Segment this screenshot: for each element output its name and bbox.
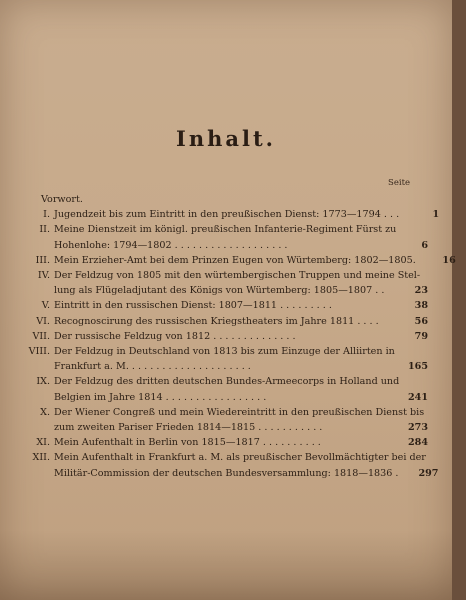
toc-entry-page: 6 (421, 239, 428, 251)
toc-entry (8, 405, 428, 435)
toc-entry-number: V. (41, 300, 50, 312)
toc-entry-title: lung als Flügeladjutant des Königs von Würtemberg: 1805—1807 . . (54, 285, 385, 297)
toc-entry (8, 435, 428, 450)
toc-entry-number: II. (39, 224, 50, 236)
toc-entry-indent (8, 466, 54, 481)
toc-entry-page: 56 (414, 315, 428, 327)
toc-entry (8, 329, 428, 344)
toc-entry-line (8, 466, 439, 481)
toc-entry-indent (8, 390, 54, 405)
toc-entry-title: Der Feldzug von 1805 mit den würtembergischen Truppen und meine Stel- (54, 270, 421, 282)
toc-entry (8, 253, 456, 268)
toc-entry-line (8, 435, 428, 450)
toc-entry-title: Recognoscirung des russischen Kriegstheaters im Jahre 1811 . . . . (54, 315, 379, 327)
toc-entry-page-spacer (420, 268, 460, 283)
toc-entry-title: Der Wiener Congreß und mein Wiedereintritt in den preußischen Dienst bis (54, 406, 425, 418)
toc-entry-line (8, 450, 428, 465)
toc-entry (8, 374, 428, 404)
toc-entry-page: 297 (418, 467, 439, 479)
toc-entry-page: 241 (407, 391, 428, 403)
page-column-header: Seite (388, 178, 411, 188)
toc-entry-number: XII. (32, 452, 50, 464)
toc-entry-page: 23 (414, 285, 428, 297)
page-title: Inhalt. (176, 126, 276, 151)
toc-entry-title: zum zweiten Pariser Frieden 1814—1815 . . . . . . . . . . . (54, 422, 323, 434)
toc-entry-line (8, 405, 428, 420)
toc-entry-title: Hohenlohe: 1794—1802 . . . . . . . . . . . . . . . . . . . (54, 239, 288, 251)
toc-entry-line (8, 222, 428, 237)
toc-entry-number: VII. (32, 330, 50, 342)
toc-entry-page: 16 (442, 254, 456, 266)
page-shadow (0, 530, 452, 600)
toc-entry-page-spacer (424, 405, 464, 420)
toc-entry-title: Mein Aufenthalt in Berlin von 1815—1817 . . . . . . . . . . (54, 437, 321, 449)
toc-entry (8, 268, 428, 298)
toc-entry-page: 1 (432, 209, 440, 221)
toc-entry-number: X. (40, 406, 50, 418)
toc-entries (8, 207, 456, 481)
toc-entry-title: Der Feldzug des dritten deutschen Bundes-Armeecorps in Holland und (54, 376, 400, 388)
toc-entry-title: Mein Erzieher-Amt bei dem Prinzen Eugen von Würtemberg: 1802—1805. (54, 254, 416, 266)
toc-entry-line (8, 344, 428, 359)
table-of-contents (8, 192, 456, 481)
toc-entry-page-spacer (399, 374, 439, 389)
toc-entry-title: Der Feldzug in Deutschland von 1813 bis zum Einzuge der Alliirten in (54, 346, 395, 358)
toc-entry-title: Mein Aufenthalt in Frankfurt a. M. als preußischer Bevollmächtigter bei der (54, 452, 426, 464)
toc-entry-title: Der russische Feldzug von 1812 . . . . . . . . . . . . . . (54, 330, 296, 342)
toc-entry-title: Jugendzeit bis zum Eintritt in den preußischen Dienst: 1773—1794 . . . (54, 209, 400, 221)
toc-entry-line (8, 314, 428, 329)
toc-entry-line (8, 207, 440, 222)
toc-entry-number: I. (43, 209, 50, 221)
toc-entry-line (8, 420, 428, 435)
toc-entry (8, 314, 428, 329)
toc-entry-title: Militär-Commission der deutschen Bundesversammlung: 1818—1836 . (54, 467, 399, 479)
toc-entry-page: 38 (414, 300, 428, 312)
toc-entry-page: 284 (407, 437, 428, 449)
toc-entry-line (8, 374, 428, 389)
toc-entry-page-spacer (395, 344, 435, 359)
toc-entry-line (8, 238, 428, 253)
toc-entry (8, 222, 428, 252)
toc-entry-number: IX. (36, 376, 50, 388)
toc-entry (8, 298, 428, 313)
toc-entry-indent (8, 359, 54, 374)
toc-entry-page: 273 (407, 422, 428, 434)
toc-entry-line (8, 390, 428, 405)
toc-entry-line (8, 298, 428, 313)
toc-entry-number: III. (35, 254, 50, 266)
toc-entry-number: VI. (36, 315, 50, 327)
toc-vorwort: Vorwort. (41, 194, 83, 205)
toc-entry-title: Belgien im Jahre 1814 . . . . . . . . . . . . . . . . . (54, 391, 267, 403)
toc-entry-indent (8, 283, 54, 298)
toc-entry-page-spacer (396, 222, 436, 237)
toc-entry-line (8, 359, 428, 374)
toc-entry-number: VIII. (28, 346, 50, 358)
toc-entry-title: Eintritt in den russischen Dienst: 1807—1811 . . . . . . . . . (54, 300, 332, 312)
toc-entry (8, 450, 439, 480)
toc-entry-indent (8, 238, 54, 253)
toc-entry-number: IV. (37, 270, 50, 282)
toc-entry-indent (8, 420, 54, 435)
toc-entry-page-spacer (426, 450, 466, 465)
toc-entry-line (8, 329, 428, 344)
toc-entry-line (8, 253, 456, 268)
toc-entry (8, 207, 440, 222)
toc-entry (8, 344, 428, 374)
toc-entry-number: XI. (36, 437, 50, 449)
toc-entry-title: Meine Dienstzeit im königl. preußischen Infanterie-Regiment Fürst zu (54, 224, 397, 236)
toc-entry-line (8, 283, 428, 298)
toc-entry-line (8, 268, 428, 283)
toc-entry-page: 79 (414, 330, 428, 342)
toc-entry-title: Frankfurt a. M. . . . . . . . . . . . . . . . . . . . . (54, 361, 251, 373)
toc-entry-page: 165 (407, 361, 428, 373)
